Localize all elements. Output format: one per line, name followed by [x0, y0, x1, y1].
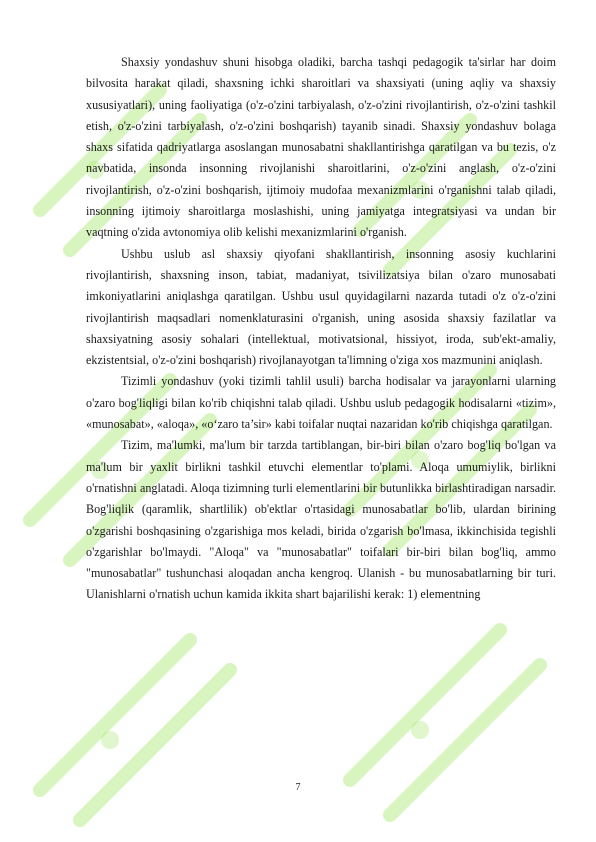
paragraph: Tizim, ma'lumki, ma'lum bir tarzda tartiblangan, bir-biri bilan o'zaro bog'liq bo'lgan va ma'lum bir yaxlit birlikni tashkil etuvchi elementlar to'plami. Aloqa umumiylik, birlikni o'rnatishni anglatadi. Aloqa tizimning turli elementlarini bir butunlikka birlashtiradigan narsadir. Bog'liqlik (qaramlik, shartlilik) ob'ektlar o'rtasidagi munosabatlar bo'lib, ulardan birining o'zgarishi boshqasining o'zgarishiga mos keladi, birida o'zgarish bo'lmasa, ikkinchisida tegishli o'zgarishlar bo'lmaydi. "Aloqa" va "munosabatlar" toifalari bir-biri bilan bog'liq, ammo "munosabatlar" tushunchasi aloqadan ancha kengroq. Ulanish - bu munosabatlarning bir turi. Ulanishlarni o'rnatish uchun kamida ikkita shart bajarilishi kerak: 1) elementning	[86, 438, 556, 602]
document-body	[86, 52, 556, 606]
paragraph: Shaxsiy yondashuv shuni hisobga oladiki, barcha tashqi pedagogik ta'sirlar har doim bilvosita harakat qiladi, shaxsning ichki sharoitlari va shaxsiyati (uning aqliy va shaxsiy xususiyatlari), uning faoliyatiga (o'z-o'zini tarbiyalash, o'z-o'zini rivojlantirish, o'z-o'zini tashkil etish, o'z-o'zini tarbiyalash, o'z-o'zini boshqarish) tayanib sinadi. Shaxsiy yondashuv bolaga shaxs sifatida qadriyatlarga asoslangan munosabatni shakllantirishga qaratilgan va bu tezis, o'z navbatida, insonda insonning rivojlanishi sharoitlarini, o'z-o'zini anglash, o'z-o'zini rivojlantirish, o'z-o'zini boshqarish, ijtimoiy mudofaa mexanizmlarini o'rganishni talab qiladi, insonning ijtimoiy sharoitlarga moslashishi, uning jamiyatga integratsiyasi va undan bir vaqtning o'zida avtonomiya olib kelishi mexanizmlarini o'rganish.	[86, 55, 556, 240]
watermark-band	[80, 670, 230, 820]
paragraph: Tizimli yondashuv (yoki tizimli tahlil usuli) barcha hodisalar va jarayonlarni ularning o'zaro bog'liqligi bilan ko'rib chiqishni talab qiladi. Ushbu uslub pedagogik hodisalarni «tizim», «munosabat», «aloqa», «o‘zaro ta’sir» kabi toifalar nuqtai nazaridan ko'rib chiqishga qaratilgan.	[86, 374, 556, 432]
page-number: 7	[295, 782, 301, 793]
paragraph: Ushbu uslub asl shaxsiy qiyofani shakllantirish, insonning asosiy kuchlarini rivojlantirish, shaxsning inson, tabiat, madaniyat, tsivilizatsiya bilan o'zaro munosabati imkoniyatlarini aniqlashga qaratilgan. Ushbu usul quyidagilarni nazarda tutadi o'z o'z-o'zini rivojlantirish maqsadlari nomenklaturasini o'rganish, uning asosida shaxsiy fazilatlar va shaxsiyatning asosiy sohalari (intellektual, motivatsional, hissiyot, iroda, sub'ekt-amaliy, ekzistentsial, o'z-o'zini boshqarish) rivojlanayotgan ta'limning o'ziga xos mazmunini aniqlash.	[86, 246, 556, 368]
watermark-band	[40, 640, 190, 790]
watermark-band	[350, 630, 500, 780]
